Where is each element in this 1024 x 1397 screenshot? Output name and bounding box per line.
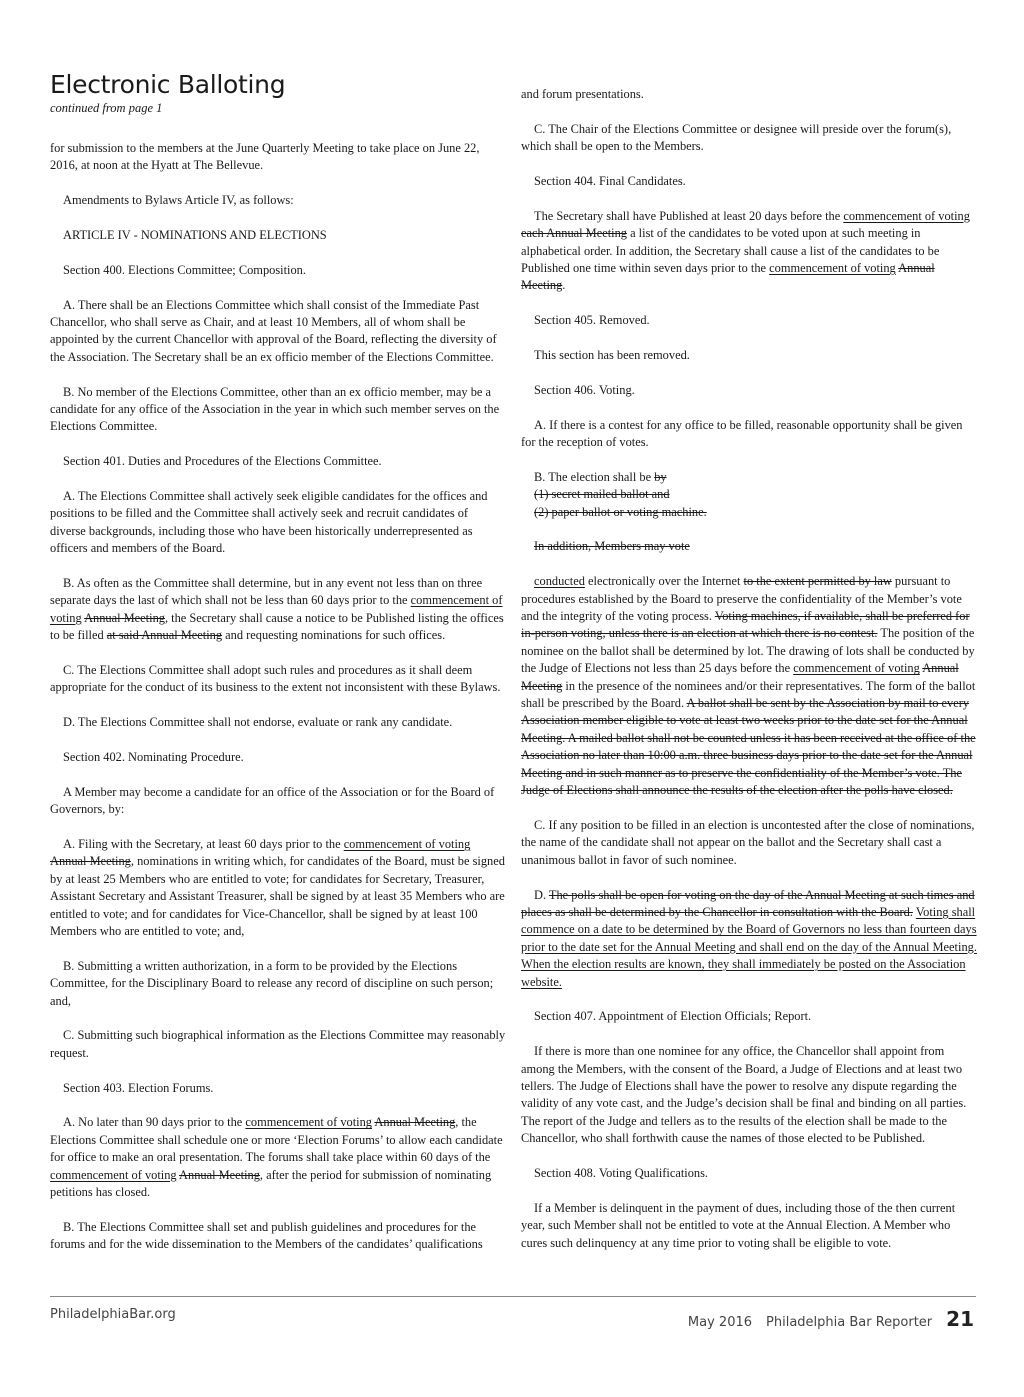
footer-date: May 2016 xyxy=(687,1315,753,1330)
deleted-text: (2) paper ballot or voting machine. xyxy=(534,504,707,519)
inserted-text: Voting shall commence on a date to be determined by the Board of Governors no less than fourteen days prior to the date set for the Annual Meeting and shall end on the day of the Annual Meeting. When the election results are known, they shall immediately be posted on the Association website. xyxy=(521,904,977,989)
deleted-text: by xyxy=(654,469,667,484)
section-406-b-line xyxy=(521,486,977,503)
left-column xyxy=(50,70,506,1271)
deleted-text: Voting machines, if available, shall be preferred for in-person voting, unless there is an election at which there is no contest. xyxy=(521,609,970,641)
section-408-body: If a Member is delinquent in the payment of dues, including those of the then current year, such Member shall not be entitled to vote at the Annual Election. A Member who cures such delinquency at any time prior to voting shall be eligible to vote. xyxy=(521,1200,956,1250)
text-run: D. xyxy=(534,887,549,902)
continued-text: and forum presentations. xyxy=(521,87,644,101)
text-run: and requesting nominations for such offices. xyxy=(222,628,446,643)
section-407-heading: Section 407. Appointment of Election Officials; Report. xyxy=(534,1009,812,1024)
deleted-text: at said Annual Meeting xyxy=(106,628,223,643)
section-405-heading: Section 405. Removed. xyxy=(534,313,650,328)
section-405-body: This section has been removed. xyxy=(534,348,690,363)
amendments-line: Amendments to Bylaws Article IV, as follows: xyxy=(63,193,294,208)
section-402-b: B. Submitting a written authorization, in a form to be provided by the Elections Committee, for the Disciplinary Board to release any record of discipline on such person; and, xyxy=(50,958,494,1008)
section-404-body xyxy=(521,208,977,295)
deleted-text: (1) secret mailed ballot and xyxy=(534,487,670,502)
inserted-text: commencement of voting xyxy=(50,1167,177,1182)
page-number: 21 xyxy=(946,1307,974,1331)
text-run: electronically over the Internet xyxy=(584,574,744,589)
section-402-intro: A Member may become a candidate for an office of the Association or for the Board of Governors, by: xyxy=(50,784,495,817)
deleted-text: each Annual Meeting xyxy=(521,226,627,241)
right-column xyxy=(521,86,977,1269)
article-title: Electronic Balloting xyxy=(50,70,286,99)
text-run: , the Secretary shall cause a notice to be Published listing the offices to be filled xyxy=(50,610,504,643)
footer-publication-info xyxy=(688,1307,974,1331)
inserted-text: commencement of voting xyxy=(50,593,503,625)
section-400-a: A. There shall be an Elections Committee which shall consist of the Immediate Past Chancellor, who shall serve as Chair, and at least 10 Members, all of whom shall be appointed by the current Chancellor with approval of the Board, reflecting the diversity of the Association. The Secretary shall be an ex officio member of the Elections Committee. xyxy=(50,297,497,364)
section-406-b-deleted xyxy=(521,538,977,555)
section-401-heading: Section 401. Duties and Procedures of the Elections Committee. xyxy=(63,454,382,469)
inserted-text: commencement of voting xyxy=(343,837,471,852)
section-403-heading: Section 403. Election Forums. xyxy=(63,1080,214,1095)
deleted-text: Annual Meeting xyxy=(50,854,131,869)
section-403-a xyxy=(50,1114,506,1201)
deleted-text: A ballot shall be sent by the Association by mail to every Association member eligible to vote at least two weeks prior to the date set for the Annual Meeting. A mailed ballot shall not be counted unless it has been received at the office of the Association no later than 10:00 a.m. three business days prior to the date set for the Annual Meeting and in such manner as to preserve the confidentiality of the Member’s vote. The Judge of Elections shall announce the results of the election after the polls have closed. xyxy=(521,696,976,798)
section-401-a: A. The Elections Committee shall actively seek eligible candidates for the offices and positions to be filled and the Committee shall actively seek and recruit candidates of diverse backgrounds, including those who have been historically underrepresented as officers and members of the Board. xyxy=(50,489,488,556)
inserted-text: commencement of voting xyxy=(843,208,970,223)
text-run: A. Filing with the Secretary, at least 60 days prior to the xyxy=(63,837,344,852)
text-run: B. As often as the Committee shall determine, but in any event not less than on three separate days the last of which shall not be less than 60 days prior to the xyxy=(50,576,483,608)
deleted-text: to the extent permitted by law xyxy=(743,574,892,589)
deleted-text: In addition, Members may vote xyxy=(534,539,690,554)
text-run: The position of the nominee on the ballot shall be determined by lot. The drawing of lots shall be conducted by the Judge of Elections not less than 25 days before the xyxy=(521,626,975,676)
section-403-b: B. The Elections Committee shall set and publish guidelines and procedures for the forums and for the wide dissemination to the Members of the candidates’ qualifications xyxy=(50,1219,483,1252)
text-run: , nominations in writing which, for candidates of the Board, must be signed by at least 25 Members who are entitled to vote; for candidates for Secretary, Treasurer, Assistant Secretary and Assistant Treasurer, shall be signed by at least 35 Members who are entitled to vote; and for candidates for Vice-Chancellor, shall be signed by at least 100 Members who are entitled to vote; and, xyxy=(50,854,505,939)
footer-divider xyxy=(50,1296,976,1297)
deleted-text: Annual Meeting xyxy=(84,610,165,625)
intro-paragraph: for submission to the members at the June Quarterly Meeting to take place on June 22, 2016, at noon at the Hyatt at The Bellevue. xyxy=(50,141,480,173)
section-406-b-line xyxy=(521,469,977,486)
section-400-b: B. No member of the Elections Committee, other than an ex officio member, may be a candidate for any office of the Association in the year in which such member serves on the Elections Committee. xyxy=(50,384,500,434)
deleted-text: Annual Meeting xyxy=(374,1115,456,1130)
text-run: a list of the candidates to be voted upon at such meeting in alphabetical order. In addition, the Secretary shall cause a list of the candidates to be Published one time within seven days prior to the xyxy=(521,226,940,276)
footer-website: PhiladelphiaBar.org xyxy=(50,1307,176,1322)
text-run: in the presence of the nominees and/or their representatives. The form of the ballot shall be prescribed by the Board. xyxy=(521,678,976,711)
section-406-b-line xyxy=(521,504,977,521)
inserted-text: conducted xyxy=(534,574,585,589)
text-run: , the Elections Committee shall schedule one or more ‘Election Forums’ to allow each candidate for office to make an oral presentation. The forums shall take place within 60 days of the xyxy=(50,1115,503,1165)
deleted-text: Annual Meeting xyxy=(521,661,959,693)
section-402-a xyxy=(50,836,506,940)
section-408-heading: Section 408. Voting Qualifications. xyxy=(534,1165,709,1180)
section-406-b xyxy=(521,469,977,521)
section-402-heading: Section 402. Nominating Procedure. xyxy=(63,750,244,765)
continued-note: continued from page 1 xyxy=(50,101,163,115)
inserted-text: commencement of voting xyxy=(245,1115,372,1130)
section-401-b xyxy=(50,575,506,645)
section-403-c: C. The Chair of the Elections Committee or designee will preside over the forum(s), which shall be open to the Members. xyxy=(521,121,952,154)
deleted-text: The polls shall be open for voting on the day of the Annual Meeting at such times and places as shall be determined by the Chancellor in consultation with the Board. xyxy=(521,887,975,919)
section-407-body: If there is more than one nominee for any office, the Chancellor shall appoint from among the Members, with the consent of the Board, a Judge of Elections and at least two tellers. The Judge of Elections shall have the power to resolve any dispute regarding the validity of any vote cast, and the Judge’s decision shall be final and binding on all parties. The report of the Judge and tellers as to the results of the election shall be made to the Chancellor, who shall forthwith cause the names of those elected to be Published. xyxy=(521,1044,967,1146)
section-406-d xyxy=(521,887,977,991)
text-run: A. No later than 90 days prior to the xyxy=(63,1115,246,1130)
section-406-heading: Section 406. Voting. xyxy=(534,382,635,397)
section-406-b-body xyxy=(521,573,977,799)
section-402-c: C. Submitting such biographical information as the Elections Committee may reasonably request. xyxy=(50,1028,506,1060)
text-run: pursuant to procedures established by the Board to preserve the confidentiality of the Member’s vote and the integrity of the voting process. xyxy=(521,574,962,624)
text-run: , after the period for submission of nominating petitions has closed. xyxy=(50,1167,492,1200)
section-406-c: C. If any position to be filled in an election is uncontested after the close of nominations, the name of the candidate shall not appear on the ballot and the Secretary shall cast a unanimous ballot in favor of such nominee. xyxy=(521,817,975,867)
section-400-heading: Section 400. Elections Committee; Composition. xyxy=(63,262,306,277)
footer-publication: Philadelphia Bar Reporter xyxy=(766,1315,933,1330)
inserted-text: commencement of voting xyxy=(769,261,896,276)
section-401-c: C. The Elections Committee shall adopt such rules and procedures as it shall deem appropriate for the conduct of its business to the extent not inconsistent with these Bylaws. xyxy=(50,663,501,695)
article-heading: ARTICLE IV - NOMINATIONS AND ELECTIONS xyxy=(63,228,327,242)
section-404-heading: Section 404. Final Candidates. xyxy=(534,174,686,188)
section-401-d: D. The Elections Committee shall not endorse, evaluate or rank any candidate. xyxy=(63,715,453,730)
section-406-a: A. If there is a contest for any office to be filled, reasonable opportunity shall be given for the reception of votes. xyxy=(521,417,963,450)
deleted-text: Annual Meeting xyxy=(521,261,935,293)
text-run: . xyxy=(562,278,566,293)
text-run: The Secretary shall have Published at least 20 days before the xyxy=(534,208,844,223)
text-run: B. The election shall be xyxy=(534,469,655,484)
inserted-text: commencement of voting xyxy=(793,661,920,676)
deleted-text: Annual Meeting xyxy=(179,1167,260,1182)
